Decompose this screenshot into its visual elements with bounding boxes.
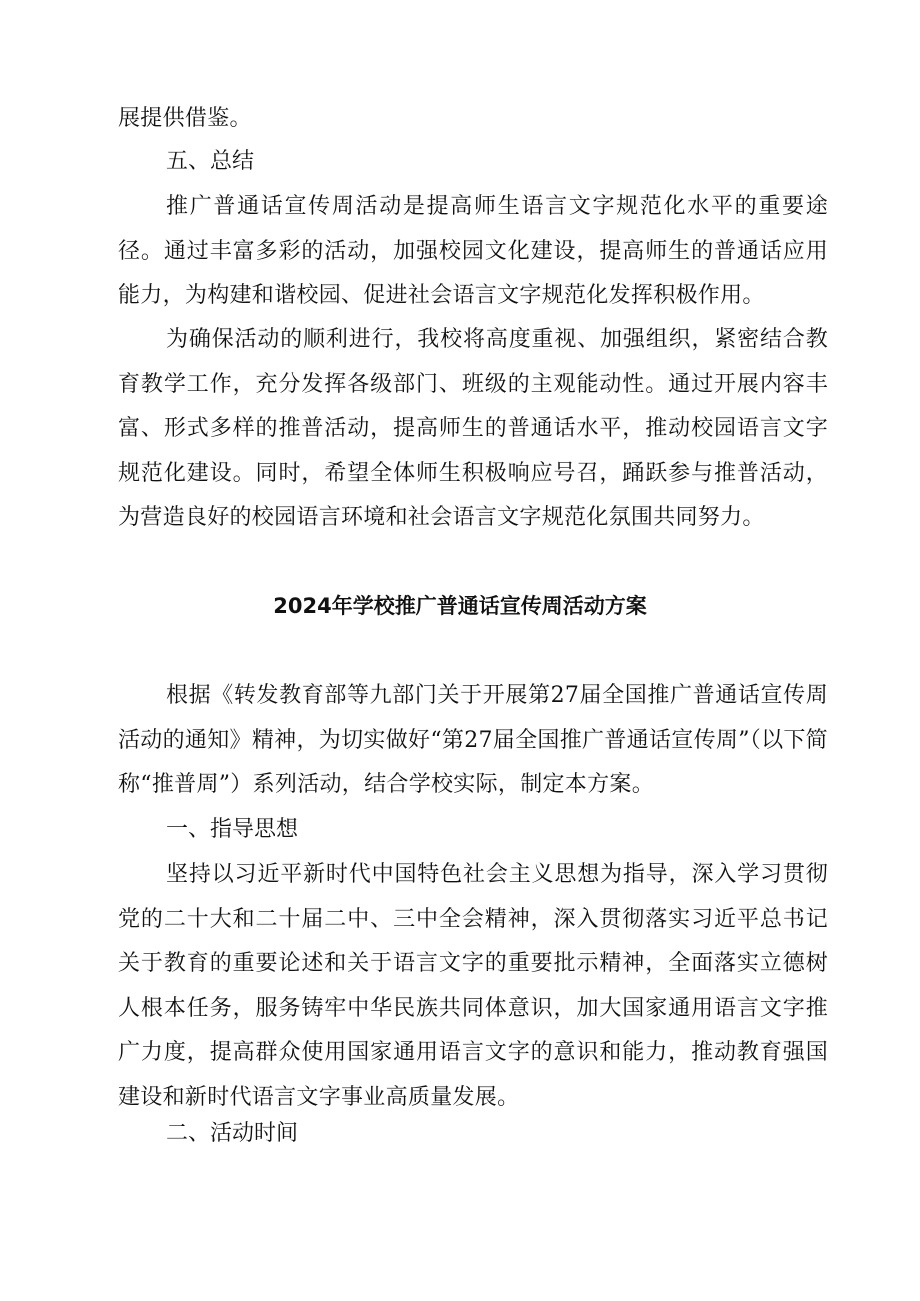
- section-heading-guiding-ideology: 一、指导思想: [166, 817, 299, 842]
- guiding-ideology-paragraph: 坚持以习近平新时代中国特色社会主义思想为指导，深入学习贯彻党的二十大和二十届二中、三中全会精神，深入贯彻落实习近平总书记关于教育的重要论述和关于语言文字的重要批示精神，全面落实立德树人根本任务，服务铸牢中华民族共同体意识，加大国家通用语言文字推广力度，提高群众使用国家通用语言文字的意识和能力，推动教育强国建设和新时代语言文字事业高质量发展。: [118, 862, 828, 1110]
- document-title: 2024年学校推广普通话宣传周活动方案: [273, 594, 647, 618]
- summary-paragraph-2: 为确保活动的顺利进行，我校将高度重视、加强组织，紧密结合教育教学工作，充分发挥各级部门、班级的主观能动性。通过开展内容丰富、形式多样的推普活动，提高师生的普通话水平，推动校园语言文字规范化建设。同时，希望全体师生积极响应号召，踊跃参与推普活动，为营造良好的校园语言环境和社会语言文字规范化氛围共同努力。: [118, 327, 828, 530]
- section-heading-summary: 五、总结: [166, 149, 255, 174]
- summary-paragraph-1: 推广普通话宣传周活动是提高师生语言文字规范化水平的重要途径。通过丰富多彩的活动，加强校园文化建设，提高师生的普通话应用能力，为构建和谐校园、促进社会语言文字规范化发挥积极作用。: [118, 194, 828, 308]
- intro-paragraph: 根据《转发教育部等九部门关于开展第27届全国推广普通话宣传周活动的通知》精神，为切实做好“第27届全国推广普通话宣传周”（以下简称“推普周”）系列活动，结合学校实际，制定本方案。: [118, 683, 828, 797]
- section-heading-activity-time: 二、活动时间: [166, 1121, 299, 1146]
- continuation-paragraph: 展提供借鉴。: [118, 106, 252, 131]
